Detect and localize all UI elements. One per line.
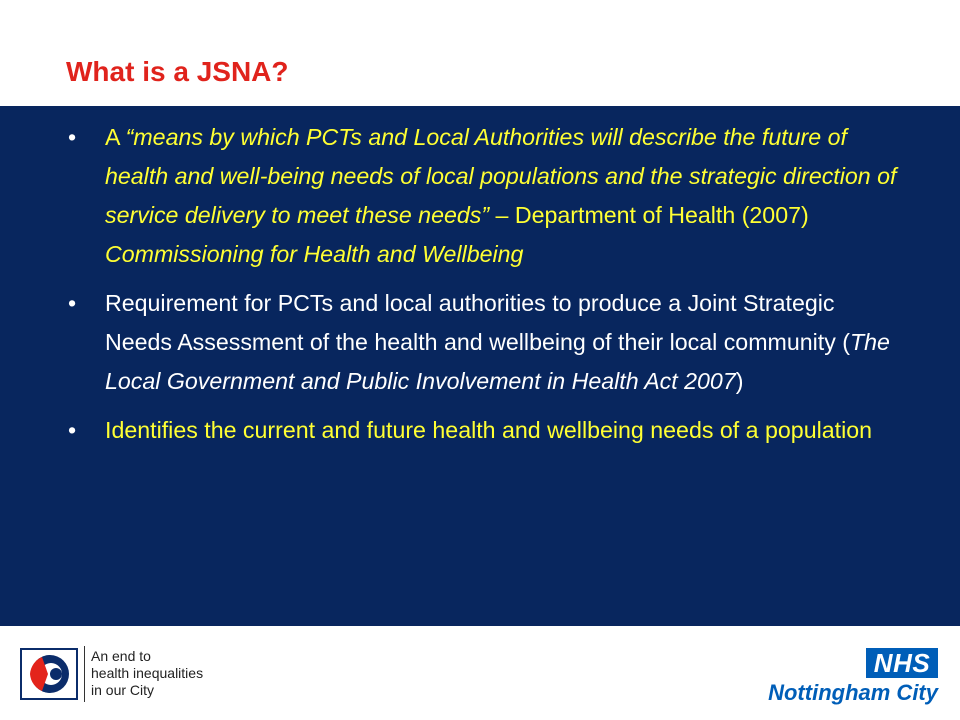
bullet-item-identifies [0,411,960,450]
bullet-lead: A [105,124,126,150]
bullet-list [0,118,960,450]
act-title: The Local Government and Public Involvement in Health Act 2007 [105,329,890,394]
bullet-marker: • [68,290,77,316]
logo-line: health inequalities [91,665,204,681]
publication-title: Commissioning for Health and Wellbeing [105,241,524,267]
bullet-item-requirement [0,284,960,401]
bullet-marker: • [68,417,77,443]
bullet-marker: • [68,124,77,150]
nhs-organisation-name: Nottingham City [768,680,938,705]
quote-attribution: – Department of Health (2007) [489,202,809,228]
identifies-text: Identifies the current and future health and wellbeing needs of a population [105,417,873,443]
logo-divider [84,646,85,702]
nhs-logo-badge: NHS [866,648,938,678]
definition-quote: “means by which PCTs and Local Authorities will describe the future of health and well-being needs of local populations and the strategic direction of service delivery to meet these needs” [105,124,897,228]
bullet-item-definition [0,118,960,274]
city-logo-icon [20,648,78,700]
content-panel [0,106,960,626]
requirement-close: ) [735,368,744,394]
logo-line: An end to [91,648,151,664]
slide-title: What is a JSNA? [66,56,289,87]
logo-line: in our City [91,682,155,698]
city-logo-text [91,648,221,699]
requirement-text: Requirement for PCTs and local authorities to produce a Joint Strategic Needs Assessment of the health and wellbeing of their local community ( [105,290,850,355]
